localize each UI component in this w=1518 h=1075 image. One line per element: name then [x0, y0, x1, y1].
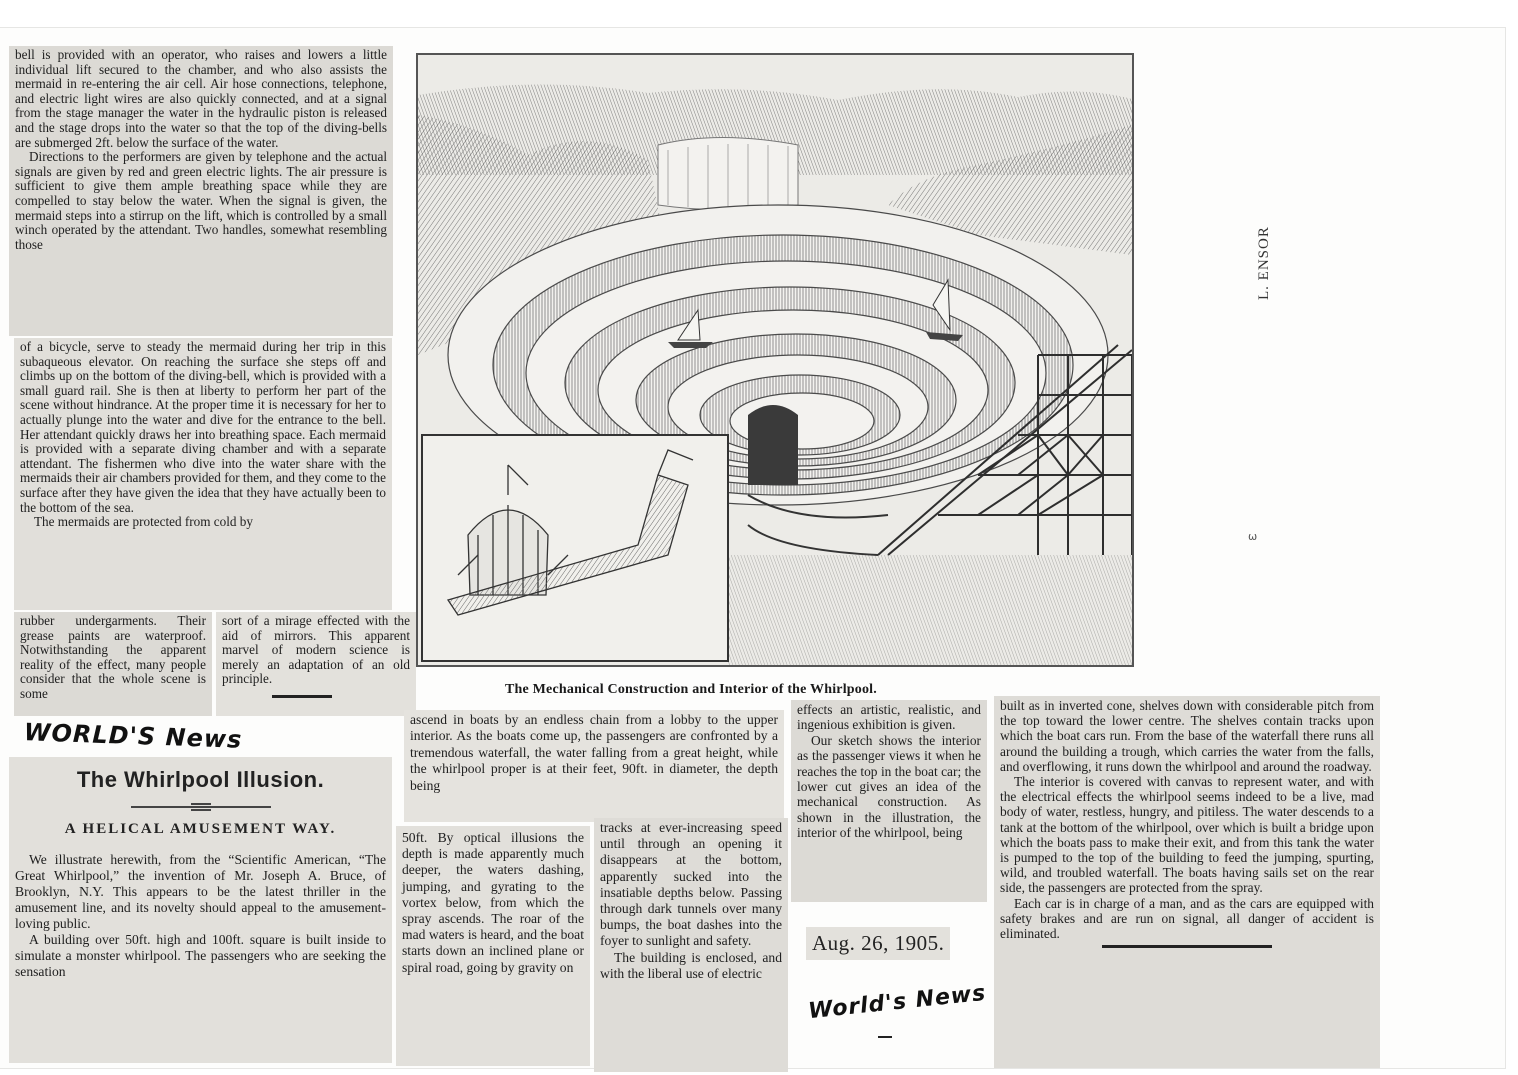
col4-paragraph-1: built as in inverted cone, shelves down with considerable pitch from the top toward the lower centre. The shelves contain tracks upon which the boat cars run. From the base of the waterfall there runs all around the building a trough, which carries the water from the falls, and overflowing, it runs down the whirlpool and around the roadway.	[1000, 698, 1374, 774]
clipping-col3	[791, 700, 987, 902]
col2-paragraph-right: tracks at ever-increasing speed until through an opening it disappears at the bottom, apparently sucked into the insatiable depths below. Passing through dark tunnels over many bumps, the boat dashes into the foyer to sunlight and safety.	[600, 820, 782, 949]
handwritten-worlds-news-2: World's News	[807, 980, 988, 1025]
col1-paragraph-5a: rubber undergarments. Their grease paints are waterproof. Notwithstanding the apparent reality of the effect, many people consider that the whole scene is some	[20, 613, 206, 701]
end-rule	[272, 695, 332, 698]
whirlpool-engraving	[418, 55, 1132, 665]
col4-paragraph-3: Each car is in charge of a man, and as the cars are equipped with safety brakes and are run on signal, all danger of accident is eliminated.	[1000, 895, 1374, 942]
col1-paragraph-4: The mermaids are protected from cold by	[34, 514, 253, 530]
article-subhead: A HELICAL AMUSEMENT WAY.	[64, 820, 337, 837]
col4-paragraph-2: The interior is covered with canvas to represent water, and with the electrical effects the whirlpool seems indeed to be a live, mad body of water, restless, hungry, and pitiless. The water descends to a tank at the bottom of the whirlpool, over which is built a bridge upon which the boats pass to make their exit, and from this tank the water is pumped to the top of the building to feed the jumping, spurting, wild, and troubled waterfall. The boats having sails set on the rear side, the passengers are protected from the spray.	[1000, 774, 1374, 896]
article-paragraph-2: A building over 50ft. high and 100ft. square is built inside to simulate a monster whirlpool. The passengers who are seeking the sensation	[15, 932, 386, 980]
article-headline: The Whirlpool Illusion.	[76, 767, 325, 792]
handwritten-worlds-news-1: WORLD'S News	[23, 718, 243, 754]
col2-paragraph-left: 50ft. By optical illusions the depth is made apparently much deeper, the waters dashing, jumping, and gyrating to the vortex below, from which the spray ascends. The roar of the mad waters is heard, and the boat starts down an inclined plane or spiral road, going by gravity on	[402, 830, 584, 975]
clipping-col2-left	[396, 826, 590, 1066]
margin-annotation: L. ENSOR	[1256, 226, 1272, 300]
clipping-col1-top	[9, 46, 393, 336]
clipping-article-start	[9, 757, 392, 1063]
col2-paragraph-top: ascend in boats by an endless chain from a lobby to the upper interior. As the boats come up, the passengers are confronted by a tremendous waterfall, the water falling from a great height, while the whirlpool proper is at their feet, 90ft. in diameter, the depth being	[410, 712, 778, 793]
clipping-col1-bottom-right	[216, 612, 416, 716]
handwritten-underline	[878, 1036, 892, 1038]
col1-paragraph-3: of a bicycle, serve to steady the mermaid during her trip in this subaqueous elevator. On reaching the surface she steps off and climbs up on the bottom of the diving-bell, which is provided with a small guard rail. She is then at liberty to perform her part of the scene without hindrance. At the proper time it is necessary for her to actually plunge into the water and dive for the entrance to the bell. Her attendant quickly draws her into breathing space. Each mermaid is provided with a separate diving chamber and with a separate attendant. The fishermen who dive into the water share with the mermaids their air chambers provided for them, and they come to the surface after they have given the idea that they have actually been to the bottom of the sea.	[20, 339, 386, 515]
col3-paragraph-1: effects an artistic, realistic, and ingenious exhibition is given.	[797, 702, 981, 733]
margin-mark: ω	[1248, 530, 1258, 543]
clipping-col1-bottom-left	[14, 612, 212, 716]
col4-end-rule	[1102, 945, 1272, 948]
ornamental-rule	[131, 806, 271, 808]
clipping-col1-middle	[14, 338, 392, 610]
col1-paragraph-2: Directions to the performers are given by telephone and the actual signals are given by red and green electric lights. The air pressure is sufficient to give them ample breathing space while they are compelled to stay below the water. When the signal is given, the mermaid steps into a stirrup on the lift, which is controlled by a small winch operated by the attendant. Two handles, somewhat resembling those	[15, 149, 387, 252]
col3-paragraph-2: Our sketch shows the interior as the passenger views it when he reaches the top in the boat car; the lower cut gives an idea of the mechanical construction. As shown in the illustration, the interior of the whirlpool, being	[797, 732, 981, 841]
figure-caption: The Mechanical Construction and Interior of the Whirlpool.	[505, 682, 877, 697]
col2-paragraph-right-2: The building is enclosed, and with the liberal use of electric	[600, 949, 782, 981]
whirlpool-illustration	[416, 53, 1134, 667]
clipping-col2-right	[594, 818, 788, 1072]
clipping-col2-top	[404, 710, 784, 822]
article-paragraph-1: We illustrate herewith, from the “Scientific American, “The Great Whirlpool,” the invention of Mr. Joseph A. Bruce, of Brooklyn, N.Y. This appears to be the latest thriller in the amusement line, and its novelty should appeal to the amusement-loving public.	[15, 852, 386, 932]
clipping-col4	[994, 696, 1380, 1068]
col1-paragraph-5b: sort of a mirage effected with the aid of mirrors. This apparent marvel of modern science is merely an adaptation of an old principle.	[222, 613, 410, 687]
date-stamp: Aug. 26, 1905.	[806, 927, 950, 960]
col1-paragraph-1: bell is provided with an operator, who raises and lowers a little individual lift secured to the chamber, and who also assists the mermaid in re-entering the air cell. Air hose connections, telephone, and electric light wires are also quickly connected, and at a signal from the stage manager the water in the hydraulic piston is released and the stage drops into the water so that the top of the diving-bells are submerged 2ft. below the surface of the water.	[15, 47, 387, 150]
